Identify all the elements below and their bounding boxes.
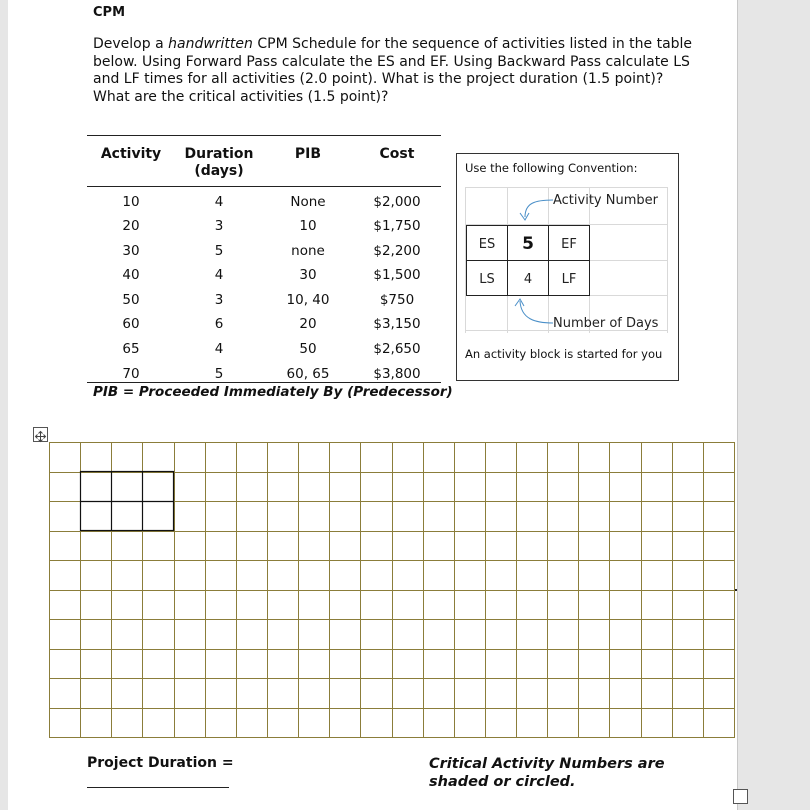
convention-ls-label: LS <box>479 272 495 287</box>
convention-activity-number: 5 <box>522 234 534 254</box>
table-bottom-rule <box>87 382 441 383</box>
cell-activity: 50 <box>122 292 140 308</box>
cell-duration: 5 <box>214 366 224 382</box>
header-duration-line1: Duration <box>184 146 254 162</box>
margin-marker <box>735 589 737 591</box>
cell-pib: 10, 40 <box>286 292 330 308</box>
convention-ef-label: EF <box>561 237 577 252</box>
table-header-rule <box>87 186 441 187</box>
page-edge <box>737 0 738 810</box>
table-footnote: PIB = Proceeded Immediately By (Predecessor) <box>93 384 453 400</box>
cell-activity: 10 <box>122 194 140 210</box>
grid-lines <box>49 442 735 738</box>
table-top-rule <box>87 135 441 136</box>
header-duration <box>178 146 260 180</box>
convention-duration-value: 4 <box>523 272 533 287</box>
cell-pib: 20 <box>299 316 317 332</box>
project-duration-answer-line[interactable] <box>87 787 229 788</box>
cell-activity: 70 <box>122 366 140 382</box>
cell-cost: $750 <box>379 292 415 308</box>
project-duration-label: Project Duration = <box>87 755 234 771</box>
header-cost: Cost <box>379 146 415 162</box>
critical-activities-note <box>429 755 665 791</box>
critical-note-line1: Critical Activity Numbers are <box>429 756 665 772</box>
page-title: CPM <box>93 5 126 20</box>
cell-pib: None <box>290 194 326 210</box>
instructions-text-start: Develop a <box>93 36 169 52</box>
instructions-text-end: CPM Schedule for the sequence of activities listed in the table below. Using Forward Pass calculate the ES and EF. Using Backward Pass calculate LS and LF times for all activities (2.0 point). What is the project duration (1.5 point)? What are the critical activities (1.5 point)? <box>93 36 693 105</box>
cell-pib: 50 <box>299 341 317 357</box>
cell-cost: $3,800 <box>373 366 421 382</box>
starter-activity-block <box>81 472 174 531</box>
cell-cost: $2,000 <box>373 194 421 210</box>
cell-duration: 6 <box>214 316 224 332</box>
cell-pib: none <box>291 243 325 259</box>
cell-cost: $2,200 <box>373 243 421 259</box>
cell-cost: $1,500 <box>373 267 421 283</box>
cell-pib: 60, 65 <box>286 366 330 382</box>
header-duration-line2: (days) <box>194 163 244 179</box>
instructions-paragraph <box>93 36 693 106</box>
cell-duration: 4 <box>214 267 224 283</box>
move-arrows-icon <box>34 430 47 443</box>
cell-duration: 5 <box>214 243 224 259</box>
activity-number-arrow-head <box>520 213 529 220</box>
instructions-emphasis: handwritten <box>168 36 253 52</box>
number-of-days-label: Number of Days <box>553 316 659 331</box>
number-of-days-arrow-head <box>515 299 524 306</box>
cell-activity: 65 <box>122 341 140 357</box>
cell-duration: 3 <box>214 292 224 308</box>
convention-lf-label: LF <box>561 272 577 287</box>
header-activity: Activity <box>100 146 162 162</box>
cell-activity: 60 <box>122 316 140 332</box>
cell-cost: $3,150 <box>373 316 421 332</box>
header-pib: PIB <box>294 146 322 162</box>
table-move-handle[interactable] <box>33 427 48 442</box>
cell-activity: 20 <box>122 218 140 234</box>
convention-box <box>456 153 679 381</box>
convention-title: Use the following Convention: <box>465 161 638 175</box>
cell-duration: 4 <box>214 194 224 210</box>
convention-footer: An activity block is started for you <box>465 347 663 361</box>
convention-diagram <box>465 187 668 333</box>
critical-note-line2: shaded or circled. <box>429 774 576 790</box>
convention-es-label: ES <box>478 237 496 252</box>
cell-cost: $1,750 <box>373 218 421 234</box>
cell-activity: 30 <box>122 243 140 259</box>
cell-cost: $2,650 <box>373 341 421 357</box>
cell-duration: 3 <box>214 218 224 234</box>
cell-pib: 10 <box>299 218 317 234</box>
cell-activity: 40 <box>122 267 140 283</box>
cpm-drawing-grid[interactable] <box>49 442 735 738</box>
cell-duration: 4 <box>214 341 224 357</box>
resize-handle[interactable] <box>733 789 748 804</box>
activity-number-label: Activity Number <box>553 193 658 208</box>
cell-pib: 30 <box>299 267 317 283</box>
